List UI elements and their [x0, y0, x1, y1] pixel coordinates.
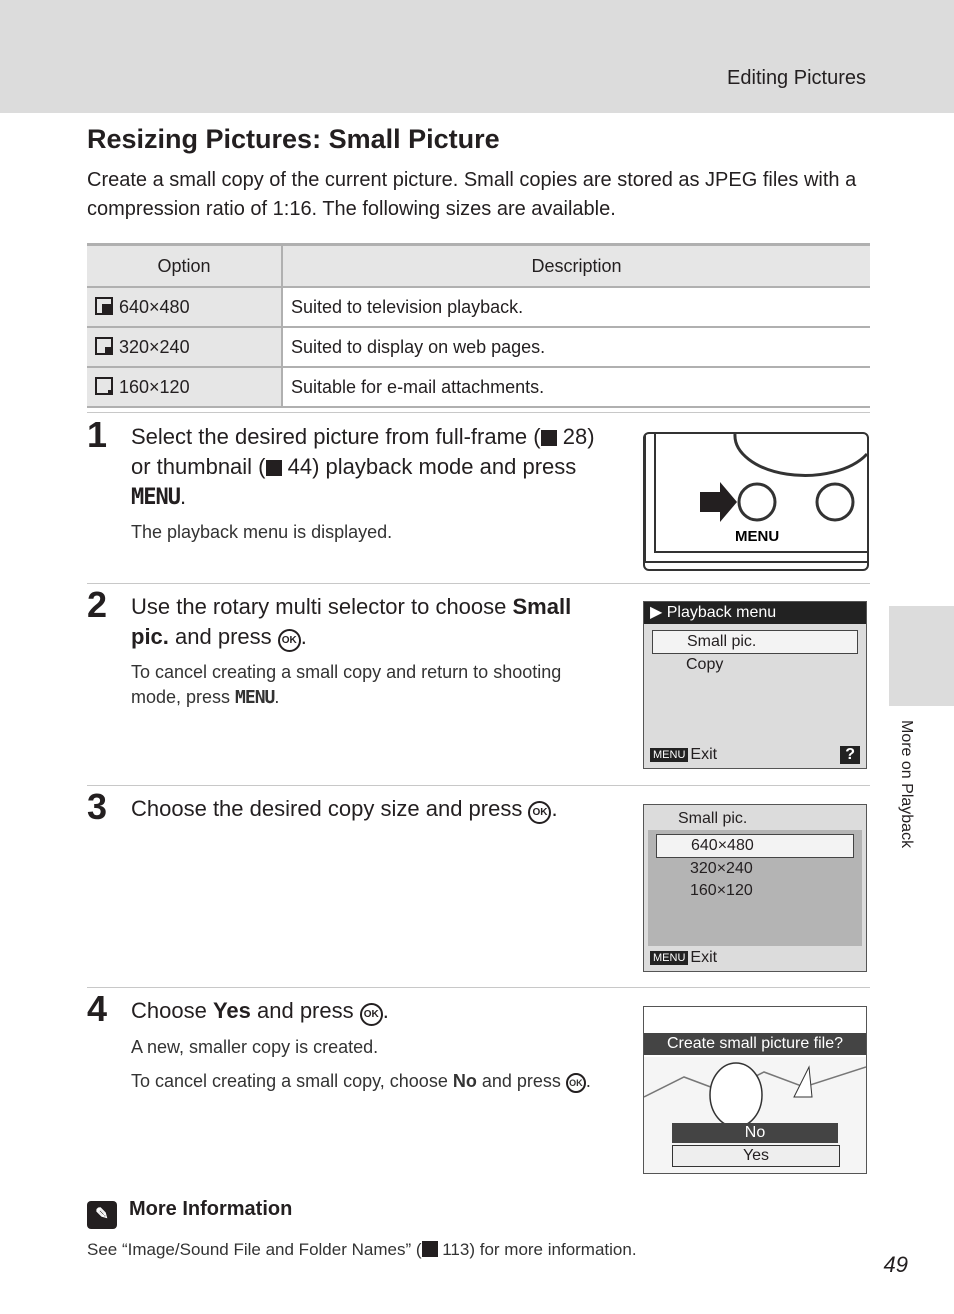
step-1-instruction: Select the desired picture from full-frame ( 28) or thumbnail ( 44) playback mode and press MENU. [131, 424, 595, 510]
column-header-option: Option [87, 245, 282, 288]
step-number: 1 [87, 414, 108, 455]
step-divider [87, 583, 870, 584]
playback-menu-screen [643, 601, 867, 769]
option-label: 320×240 [119, 336, 190, 357]
size-640-icon [95, 297, 113, 315]
camera-buttons-illustration [643, 432, 869, 571]
menu-button-icon: MENU [131, 485, 180, 510]
table-row [87, 367, 870, 407]
option-description: Suitable for e-mail attachments. [282, 367, 870, 407]
option-description: Suited to television playback. [282, 287, 870, 327]
camera-menu-label: MENU [735, 528, 780, 545]
small-pic-icon [644, 1007, 866, 1033]
option-label: 160×120 [119, 376, 190, 397]
menu-item-copy[interactable]: Copy [686, 656, 724, 673]
step-2-instruction: Use the rotary multi selector to choose Small pic. and press OK . [131, 592, 611, 652]
info-icon: ✎ [87, 1201, 117, 1229]
screen-footer: MENU Exit [650, 949, 717, 967]
menu-item-160[interactable]: 160×120 [690, 882, 753, 899]
size-select-screen [643, 804, 867, 972]
menu-item-small-pic[interactable]: Small pic. [652, 630, 858, 654]
step-number: 3 [87, 786, 108, 827]
ok-button-icon: OK [566, 1073, 586, 1093]
page-ref-icon [266, 460, 282, 476]
screen-title: Small pic. [678, 810, 748, 827]
help-icon: ? [840, 746, 860, 764]
menu-item-640[interactable]: 640×480 [656, 834, 854, 858]
option-yes[interactable]: Yes [672, 1145, 840, 1167]
side-tab-label: More on Playback [898, 720, 915, 849]
screen-title-bar: ▶ Playback menu [644, 602, 866, 624]
confirm-prompt: Create small picture file? [644, 1033, 866, 1055]
confirm-screen [643, 1006, 867, 1174]
intro-paragraph: Create a small copy of the current picture. Small copies are stored as JPEG files with a compression ratio of 1:16. The following sizes are available. [87, 169, 857, 220]
step-divider [87, 412, 870, 413]
screen-footer: MENU Exit [650, 746, 717, 764]
ok-button-icon: OK [528, 801, 551, 824]
step-4-cancel-note: To cancel creating a small copy, choose No and press OK . [131, 1071, 591, 1091]
step-4-note: A new, smaller copy is created. [131, 1037, 379, 1057]
step-2-note: To cancel creating a small copy and return to shooting mode, press MENU. [131, 662, 562, 708]
more-information-text: See “Image/Sound File and Folder Names” ( 113) for more information. [87, 1240, 637, 1259]
step-divider [87, 987, 870, 988]
section-name: Editing Pictures [727, 67, 866, 89]
side-tab [889, 606, 954, 706]
table-row [87, 287, 870, 327]
size-list [648, 830, 862, 946]
step-1-note: The playback menu is displayed. [131, 522, 393, 542]
page-number: 49 [883, 1252, 908, 1277]
more-information-heading: ✎ More Information [87, 1198, 292, 1229]
option-description: Suited to display on web pages. [282, 327, 870, 367]
step-4-instruction: Choose Yes and press OK . [131, 996, 611, 1026]
menu-chip-icon: MENU [650, 748, 688, 762]
page-title: Resizing Pictures: Small Picture [87, 124, 500, 154]
step-number: 4 [87, 988, 108, 1029]
header-band [0, 0, 954, 113]
option-label: 640×480 [119, 296, 190, 317]
page-ref-icon [422, 1241, 438, 1257]
step-number: 2 [87, 584, 108, 625]
table-row [87, 327, 870, 367]
size-options-table [87, 243, 870, 408]
ok-button-icon: OK [360, 1003, 383, 1026]
ok-button-icon: OK [278, 629, 301, 652]
menu-button-icon: MENU [235, 687, 275, 708]
size-160-icon [95, 377, 113, 395]
column-header-description: Description [282, 245, 870, 288]
camera-back-icon [645, 434, 867, 569]
size-320-icon [95, 337, 113, 355]
menu-chip-icon: MENU [650, 951, 688, 965]
step-3-instruction: Choose the desired copy size and press OK . [131, 794, 611, 824]
option-no[interactable]: No [672, 1123, 838, 1143]
step-divider [87, 785, 870, 786]
page-ref-icon [541, 430, 557, 446]
menu-item-320[interactable]: 320×240 [690, 860, 753, 877]
